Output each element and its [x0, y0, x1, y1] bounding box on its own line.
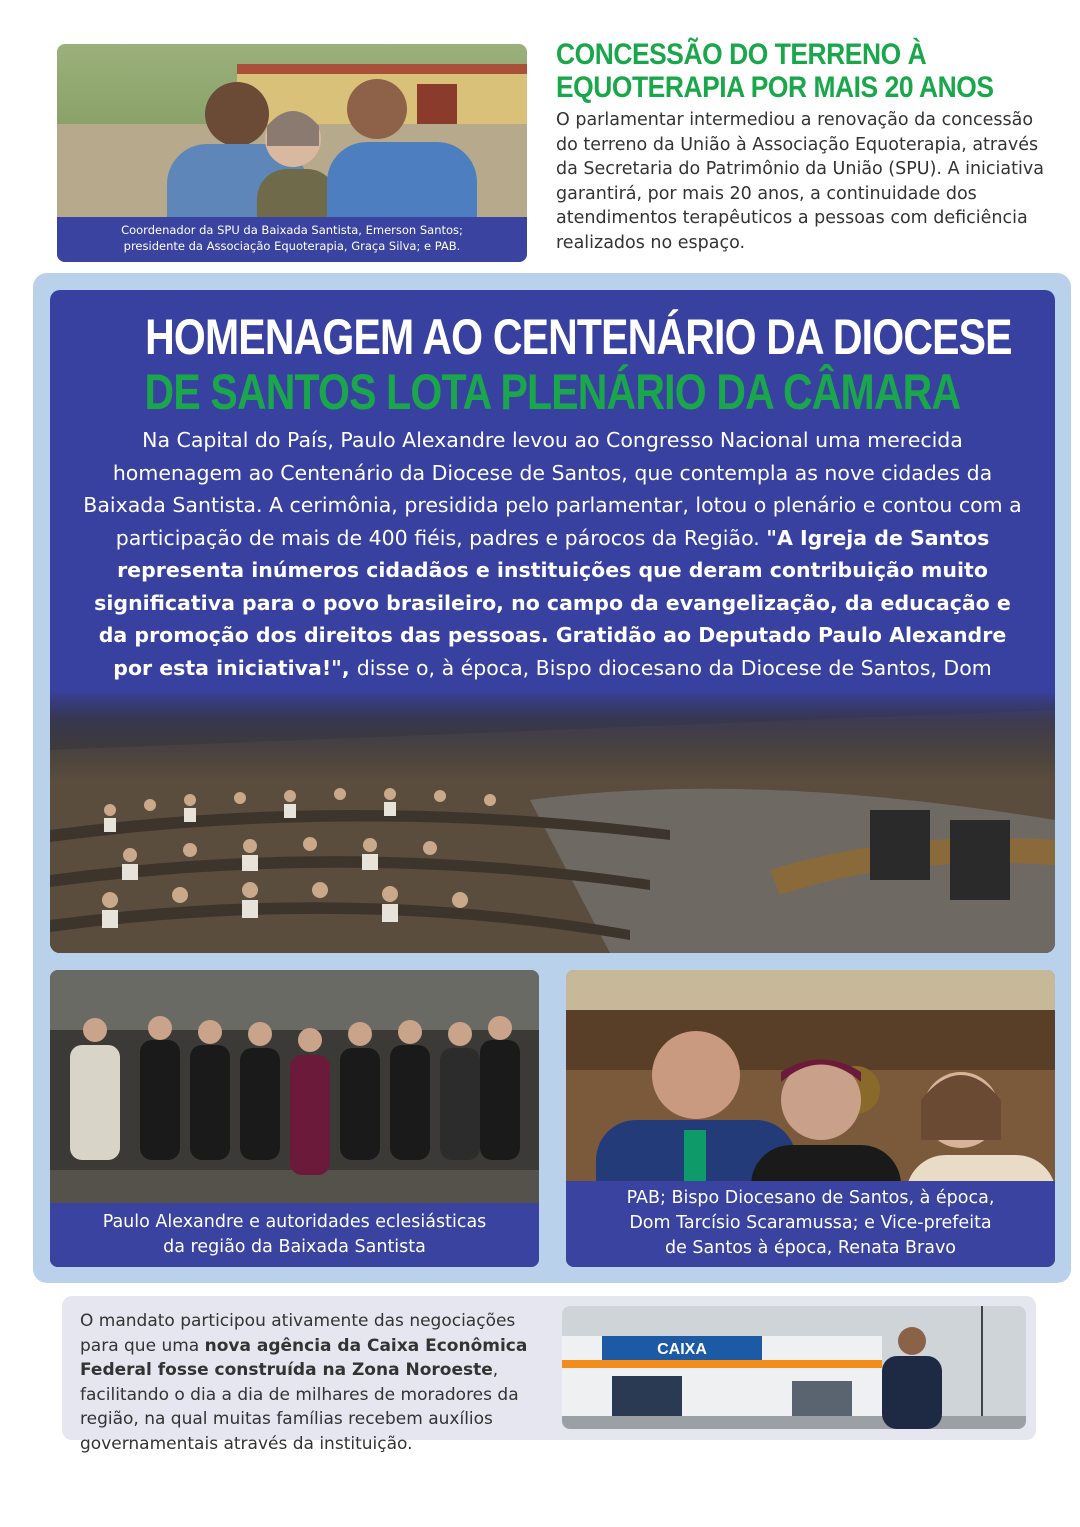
caption-line: Dom Tarcísio Scaramussa; e Vice-prefeita [629, 1213, 992, 1233]
caption-line: da região da Baixada Santista [163, 1237, 426, 1257]
caption-line: de Santos à época, Renata Bravo [664, 1238, 957, 1258]
diocese-headline-line1 [50, 308, 1055, 366]
plenary-photo [50, 690, 1055, 953]
bishop-photo-caption [566, 1181, 1055, 1267]
equoterapia-body: O parlamentar intermediou a renovação da concessão do terreno da União à Associação Equoterapia, através da Secretaria do Patrimônio da União (SPU). A iniciativa garantirá, por mais 20 anos, a continuidade dos atendimentos terapêuticos a pessoas com deficiência realizados no espaço. [556, 110, 1044, 253]
caixa-text-part: , facilitando o dia a dia de milhares de moradores da região, na qual muitas famílias recebem auxílios governamentais através da instituição. [80, 1360, 519, 1454]
body-quote: "A Igreja de Santos representa inúmeros cidadãos e instituições que deram contribuição muito significativa para o povo brasileiro, no campo da evangelização, da educação e da promoção dos direitos das pessoas. Gratidão ao Deputado Paulo Alexandre por esta iniciativa!", [94, 525, 1011, 680]
diocese-headline-line2 [50, 363, 1055, 421]
equoterapia-headline: CONCESSÃO DO TERRENO À EQUOTERAPIA POR MAIS 20 ANOS [556, 38, 994, 104]
caixa-branch-photo [562, 1306, 1026, 1429]
diocese-body [80, 424, 1025, 717]
caixa-text-part: O mandato participou ativamente das negociações para que uma [80, 1311, 516, 1356]
caption-line: presidente da Associação Equoterapia, Graça Silva; e PAB. [123, 239, 461, 253]
caixa-text [80, 1309, 550, 1456]
body-outro: disse o, à época, Bispo diocesano da Diocese de Santos, Dom [356, 655, 992, 680]
body-intro: Na Capital do País, Paulo Alexandre levou ao Congresso Nacional uma merecida homenagem ao Centenário da Diocese de Santos, que contempla as nove cidades da Baixada Santista. A cerimônia, presidida pelo parlamentar, lotou o plenário e contou com a participação de mais de 400 fiéis, padres e párocos da Região. [83, 428, 1022, 550]
clergy-group-caption [50, 1203, 539, 1267]
caixa-text-bold: nova agência da Caixa Econômica Federal fosse construída na Zona Noroeste [80, 1335, 528, 1380]
caption-line: Paulo Alexandre e autoridades eclesiásticas [102, 1212, 487, 1232]
caixa-sign-text: CAIXA [657, 1341, 707, 1358]
equoterapia-photo-caption [57, 217, 527, 262]
headline-text: DE SANTOS LOTA PLENÁRIO DA CÂMARA [144, 364, 961, 420]
caption-line: Coordenador da SPU da Baixada Santista, Emerson Santos; [121, 223, 463, 237]
caption-line: PAB; Bispo Diocesano de Santos, à época, [626, 1188, 995, 1208]
headline-text: HOMENAGEM AO CENTENÁRIO DA DIOCESE [145, 309, 1012, 365]
diocese-panel [50, 290, 1055, 953]
